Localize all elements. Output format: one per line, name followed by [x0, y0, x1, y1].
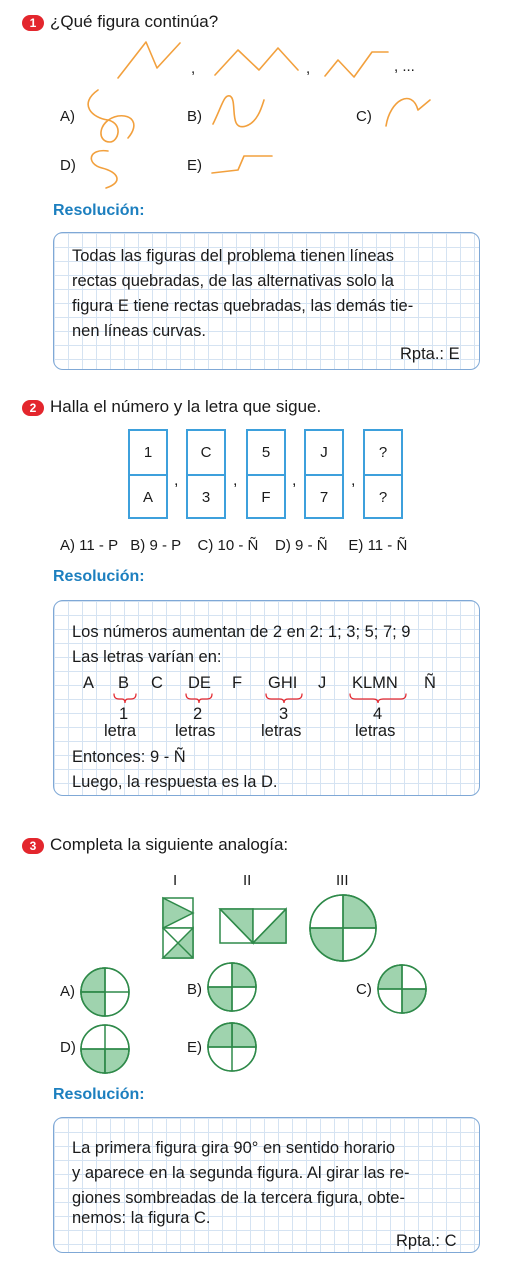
comma: , [233, 472, 238, 489]
letter: J [318, 674, 327, 692]
answer-text: Rpta.: C [396, 1232, 457, 1250]
option-b-label[interactable]: B) [187, 108, 202, 125]
resolution-line: nen líneas curvas. [72, 322, 206, 340]
box-top: C [200, 444, 212, 461]
question-text: ¿Qué figura continúa? [50, 12, 219, 31]
option-a-circle [81, 968, 129, 1016]
sequence-separator: , [191, 60, 196, 77]
letter-group: KLMN [352, 674, 398, 692]
q3-figures [0, 890, 511, 1080]
resolution-line: y aparece en la segunda figura. Al girar las re- [72, 1164, 410, 1182]
option-b-label[interactable]: B) [187, 981, 202, 998]
count-label: letras [175, 722, 216, 740]
resolution-line: figura E tiene rectas quebradas, las demás tie- [72, 297, 414, 315]
sequence-box [186, 429, 226, 519]
sequence-figure-1 [118, 42, 180, 78]
box-bottom: F [261, 489, 271, 506]
letter-count: 1 [119, 705, 129, 723]
option-e-label[interactable]: E) [187, 1039, 202, 1056]
box-top: 1 [143, 444, 153, 461]
figure-label: III [336, 872, 349, 889]
option-e-circle [208, 1023, 256, 1071]
letter-count: 3 [279, 705, 289, 723]
sequence-ellipsis: , ... [394, 58, 415, 75]
option-e-figure [212, 156, 272, 173]
q1-figures [0, 0, 511, 200]
option-d-label[interactable]: D) [60, 157, 76, 174]
option-b-circle [208, 963, 256, 1011]
letter: F [232, 674, 243, 692]
letter: Ñ [424, 674, 436, 692]
option-c-figure [386, 99, 430, 126]
resolution-line: Todas las figuras del problema tienen líneas [72, 247, 394, 265]
sequence-figure-2 [215, 48, 298, 75]
option-c-circle [378, 965, 426, 1013]
answer-text: Rpta.: E [400, 345, 460, 363]
option-d-figure [91, 151, 117, 188]
resolution-line: rectas quebradas, de las alternativas solo la [72, 272, 394, 290]
letter-count: 4 [373, 705, 383, 723]
resolution-line: La primera figura gira 90° en sentido horario [72, 1139, 396, 1157]
sequence-figure-3 [325, 52, 388, 77]
question-number-badge: 1 [22, 15, 44, 31]
resolution-title: Resolución: [53, 202, 145, 219]
box-bottom: A [142, 489, 153, 506]
question-text: Completa la siguiente analogía: [50, 835, 289, 854]
option-a-label[interactable]: A) [60, 983, 75, 1000]
comma: , [174, 472, 179, 489]
figure-iii [310, 895, 376, 961]
figure-label: II [243, 872, 252, 889]
resolution-title: Resolución: [53, 568, 145, 585]
letter-count: 2 [193, 705, 203, 723]
resolution-title: Resolución: [53, 1086, 145, 1103]
letter: B [118, 674, 130, 692]
option-e-label[interactable]: E) [187, 157, 202, 174]
option-d-circle [81, 1025, 129, 1073]
question-text: Halla el número y la letra que sigue. [50, 397, 322, 416]
figure-ii [220, 909, 286, 943]
question-number-badge: 2 [22, 400, 44, 416]
resolution-line: nemos: la figura C. [72, 1209, 211, 1227]
box-top: ? [378, 444, 388, 461]
question-number-badge: 3 [22, 838, 44, 854]
resolution-line: Los números aumentan de 2 en 2: 1; 3; 5; 7; 9 [72, 623, 411, 641]
resolution-line: Las letras varían en: [72, 648, 222, 666]
box-bottom: 7 [319, 489, 329, 506]
option-c-label[interactable]: C) [356, 981, 372, 998]
option-d-label[interactable]: D) [60, 1039, 76, 1056]
box-bottom: 3 [201, 489, 211, 506]
letter: A [83, 674, 95, 692]
box-top: 5 [261, 444, 271, 461]
letter-group: DE [188, 674, 211, 692]
letter-group: GHI [268, 674, 298, 692]
sequence-box [246, 429, 286, 519]
figure-i [163, 898, 193, 958]
sequence-box [363, 429, 403, 519]
option-a-label[interactable]: A) [60, 108, 75, 125]
options-line[interactable]: A) 11 - P B) 9 - P C) 10 - Ñ D) 9 - Ñ E) 11 - Ñ [60, 537, 408, 554]
box-bottom: ? [378, 489, 388, 506]
sequence-box [128, 429, 168, 519]
figure-label: I [173, 872, 178, 889]
count-label: letras [261, 722, 302, 740]
count-label: letras [355, 722, 396, 740]
box-top: J [320, 444, 328, 461]
sequence-separator: , [306, 60, 311, 77]
resolution-line: Luego, la respuesta es la D. [72, 773, 278, 791]
resolution-line: Entonces: 9 - Ñ [72, 748, 186, 766]
sequence-box [304, 429, 344, 519]
comma: , [351, 472, 356, 489]
comma: , [292, 472, 297, 489]
brace-marks [0, 690, 511, 710]
option-b-figure [213, 96, 264, 127]
letter: C [151, 674, 163, 692]
option-c-label[interactable]: C) [356, 108, 372, 125]
count-label: letra [104, 722, 137, 740]
option-a-figure [88, 90, 134, 142]
resolution-line: giones sombreadas de la tercera figura, obte- [72, 1189, 405, 1207]
